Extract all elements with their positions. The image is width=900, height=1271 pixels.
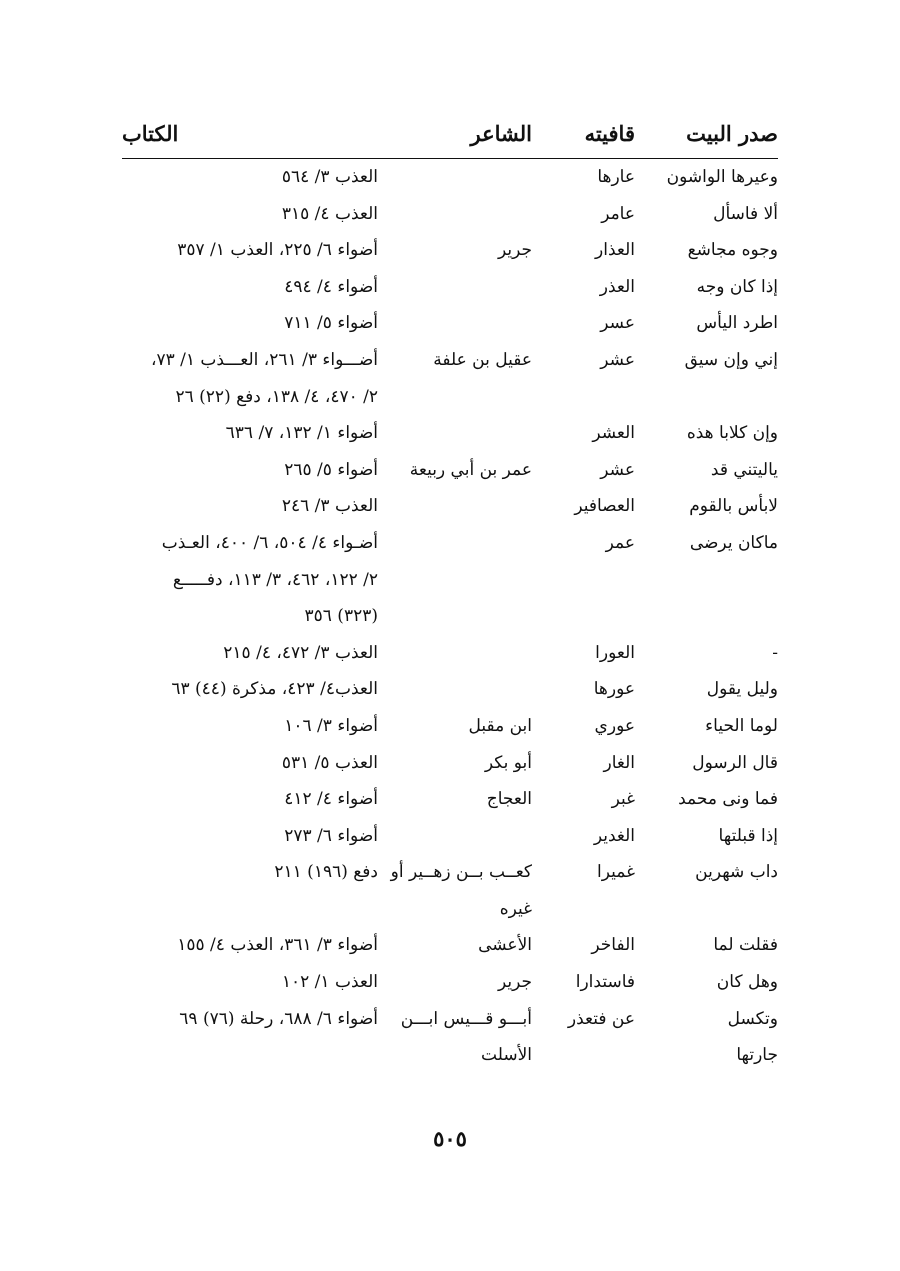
cell-kitab: العذب ٥/ ٥٣١ [281,752,378,773]
cell-sadr: قال الرسول [692,752,778,773]
table-row [122,415,778,452]
table-row [122,379,778,416]
table-row [122,159,778,196]
cell-qafia: عامر [601,203,635,224]
cell-sadr: فقلت لما [713,935,778,956]
table-row [122,525,778,562]
cell-shaer: غيره [499,898,532,919]
cell-sadr: اطرد اليأس [696,313,778,334]
cell-qafia: عورها [593,679,635,700]
cell-sadr: داب شهرين [695,862,778,883]
cell-kitab: أضـواء ٤/ ٥٠٤، ٦/ ٤٠٠، العـذب [161,532,378,553]
cell-shaer: أبـــو قـــيس ابـــن [400,1008,532,1029]
cell-kitab: العذب ٤/ ٣١٥ [281,203,378,224]
cell-qafia: الغار [603,752,635,773]
cell-qafia: عسر [600,313,635,334]
cell-qafia: عشر [600,459,635,480]
cell-qafia: الغدير [593,825,635,846]
cell-qafia: عوري [594,715,635,736]
cell-kitab: العذب ١/ ١٠٢ [281,972,378,993]
cell-qafia: العشر [592,423,635,444]
cell-kitab: أضواء ٣/ ١٠٦ [284,715,378,736]
cell-kitab: ٢/ ١٢٢، ٤٦٢، ٣/ ١١٣، دفـــــع [172,569,378,590]
table-row [122,598,778,635]
cell-qafia: فاستدارا [575,972,635,993]
cell-kitab: العذب٤/ ٤٢٣، مذكرة (٤٤) ٦٣ [171,679,378,700]
cell-kitab: أضواء ٣/ ٣٦١، العذب ٤/ ١٥٥ [177,935,378,956]
cell-kitab: العذب ٣/ ٤٧٢، ٤/ ٢١٥ [223,642,378,663]
cell-sadr: لوما الحياء [705,715,778,736]
poetry-index-table [122,118,778,1074]
cell-kitab: أضـــواء ٣/ ٢٦١، العـــذب ١/ ٧٣، [150,349,378,370]
cell-sadr: لابأس بالقوم [689,496,778,517]
cell-sadr: - [772,642,778,663]
table-header [122,118,778,159]
table-row [122,635,778,672]
table-row [122,1001,778,1038]
header-kitab: الكتاب [122,121,179,146]
table-row [122,671,778,708]
cell-shaer: عمر بن أبي ربيعة [409,459,532,480]
cell-sadr: إذا كان وجه [696,276,778,297]
table-row [122,305,778,342]
cell-kitab: أضواء ٦/ ٢٢٥، العذب ١/ ٣٥٧ [177,240,378,261]
table-row [122,745,778,782]
cell-shaer: أبو بكر [484,752,532,773]
cell-qafia: العصافير [574,496,635,517]
table-row [122,269,778,306]
cell-shaer: عقيل بن علفة [433,349,532,370]
cell-sadr: وتكسل [727,1008,778,1029]
cell-qafia: عمر [605,532,635,553]
cell-shaer: كعــب بــن زهــير أو [390,862,532,883]
cell-sadr: إني وإن سيق [684,349,778,370]
cell-kitab: أضواء ٥/ ٧١١ [284,313,378,334]
cell-kitab: ٢/ ٤٧٠، ٤/ ١٣٨، دفع (٢٢) ٢٦ [175,386,378,407]
table-row [122,708,778,745]
cell-kitab: العذب ٣/ ٢٤٦ [281,496,378,517]
cell-shaer: ابن مقبل [468,715,532,736]
cell-sadr: ألا فاسأل [713,203,778,224]
table-row [122,196,778,233]
table-row [122,562,778,599]
cell-sadr: وجوه مجاشع [687,240,778,261]
cell-qafia: غميرا [597,862,635,883]
table-row [122,342,778,379]
cell-sadr: وهل كان [716,972,778,993]
table-row [122,818,778,855]
cell-qafia: العذر [599,276,635,297]
cell-qafia: العذار [595,240,635,261]
cell-kitab: أضواء ٦/ ٢٧٣ [284,825,378,846]
cell-sadr: ياليتني قد [710,459,778,480]
header-sadr: صدر البيت [686,121,778,146]
table-body [122,159,778,1074]
table-row [122,488,778,525]
cell-qafia: العورا [595,642,635,663]
cell-kitab: أضواء ٤/ ٤٩٤ [284,276,378,297]
cell-sadr: فما ونى محمد [678,789,778,810]
cell-qafia: عن فتعذر [567,1008,635,1029]
cell-sadr: وليل يقول [706,679,778,700]
cell-qafia: عارها [597,167,635,187]
table-row [122,452,778,489]
cell-sadr: وإن كلابا هذه [686,423,778,444]
table-row [122,854,778,891]
table-row [122,1037,778,1074]
page-number: ٥٠٥ [433,1126,467,1151]
cell-kitab: العذب ٣/ ٥٦٤ [281,167,378,187]
cell-kitab: أضواء ٤/ ٤١٢ [284,789,378,810]
cell-sadr: إذا قبلتها [718,825,778,846]
cell-kitab: أضواء ٦/ ٦٨٨، رحلة (٧٦) ٦٩ [179,1008,378,1029]
cell-kitab: (٣٢٣) ٣٥٦ [304,606,378,627]
cell-shaer: العجاج [486,789,532,810]
cell-kitab: أضواء ٥/ ٢٦٥ [284,459,378,480]
cell-sadr: جارتها [736,1045,778,1066]
table-row [122,781,778,818]
cell-shaer: الأعشى [478,935,532,956]
cell-sadr: ماكان يرضى [689,532,778,553]
cell-shaer: جرير [498,972,532,993]
table-row [122,964,778,1001]
cell-kitab: دفع (١٩٦) ٢١١ [274,862,378,883]
header-qafia: قافيته [584,121,635,146]
table-row [122,891,778,928]
cell-shaer: الأسلت [481,1045,532,1066]
cell-kitab: أضواء ١/ ١٣٢، ٧/ ٦٣٦ [225,423,378,444]
cell-qafia: الفاخر [591,935,635,956]
header-shaer: الشاعر [470,121,532,146]
cell-sadr: وعيرها الواشون [666,167,778,187]
cell-qafia: عشر [600,349,635,370]
cell-qafia: غبر [611,789,635,810]
table-row [122,232,778,269]
table-row [122,927,778,964]
cell-shaer: جرير [498,240,532,261]
